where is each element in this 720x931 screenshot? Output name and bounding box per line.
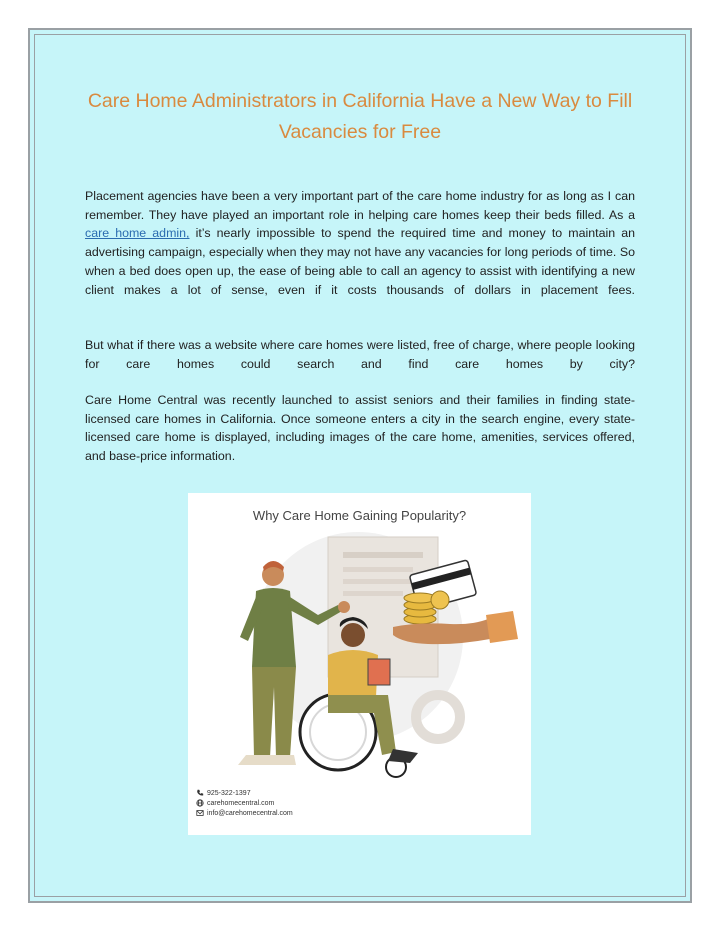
contact-email: [196, 809, 293, 817]
mail-icon: [196, 809, 204, 817]
website-text: carehomecentral.com: [207, 799, 275, 807]
infographic-title: Why Care Home Gaining Popularity?: [252, 508, 467, 523]
care-illustration: [188, 527, 531, 783]
care-home-admin-link[interactable]: care home admin,: [85, 226, 190, 241]
phone-number: 925-322-1397: [207, 789, 251, 797]
globe-icon: [196, 799, 204, 807]
paragraph-placement-agencies: [85, 187, 635, 299]
page-title: Care Home Administrators in California Have a New Way to Fill Vacancies for Free: [87, 90, 633, 143]
contact-phone: [196, 789, 251, 797]
phone-icon: [196, 789, 204, 797]
infographic-image: [188, 493, 531, 835]
paragraph-care-home-central: Care Home Central was recently launched to assist seniors and their families in finding state-licensed care homes in California. Once someone enters a city in the search engine, every state-licensed care home is displayed, including images of the care home, amenities, services offered, and base-price information.: [85, 393, 635, 464]
contact-website: [196, 799, 274, 807]
paragraph-website-question: But what if there was a website where care homes were listed, free of charge, where people looking for care homes could search and find care homes by city?: [85, 338, 635, 371]
paragraph-1-end: it’s nearly impossible to spend the required time and money to maintain an advertising campaign, especially when they may not have any vacancies for long periods of time. So when a bed does open up, the ease of being able to call an agency to assist with identifying a new client makes a lot of sense, even if it costs thousands of dollars in placement fees.: [85, 226, 635, 297]
email-text: info@carehomecentral.com: [207, 809, 293, 817]
paragraph-1-start: Placement agencies have been a very important part of the care home industry for as long as I can remember. They have played an important role in helping care homes keep their beds filled. As a: [85, 189, 635, 222]
